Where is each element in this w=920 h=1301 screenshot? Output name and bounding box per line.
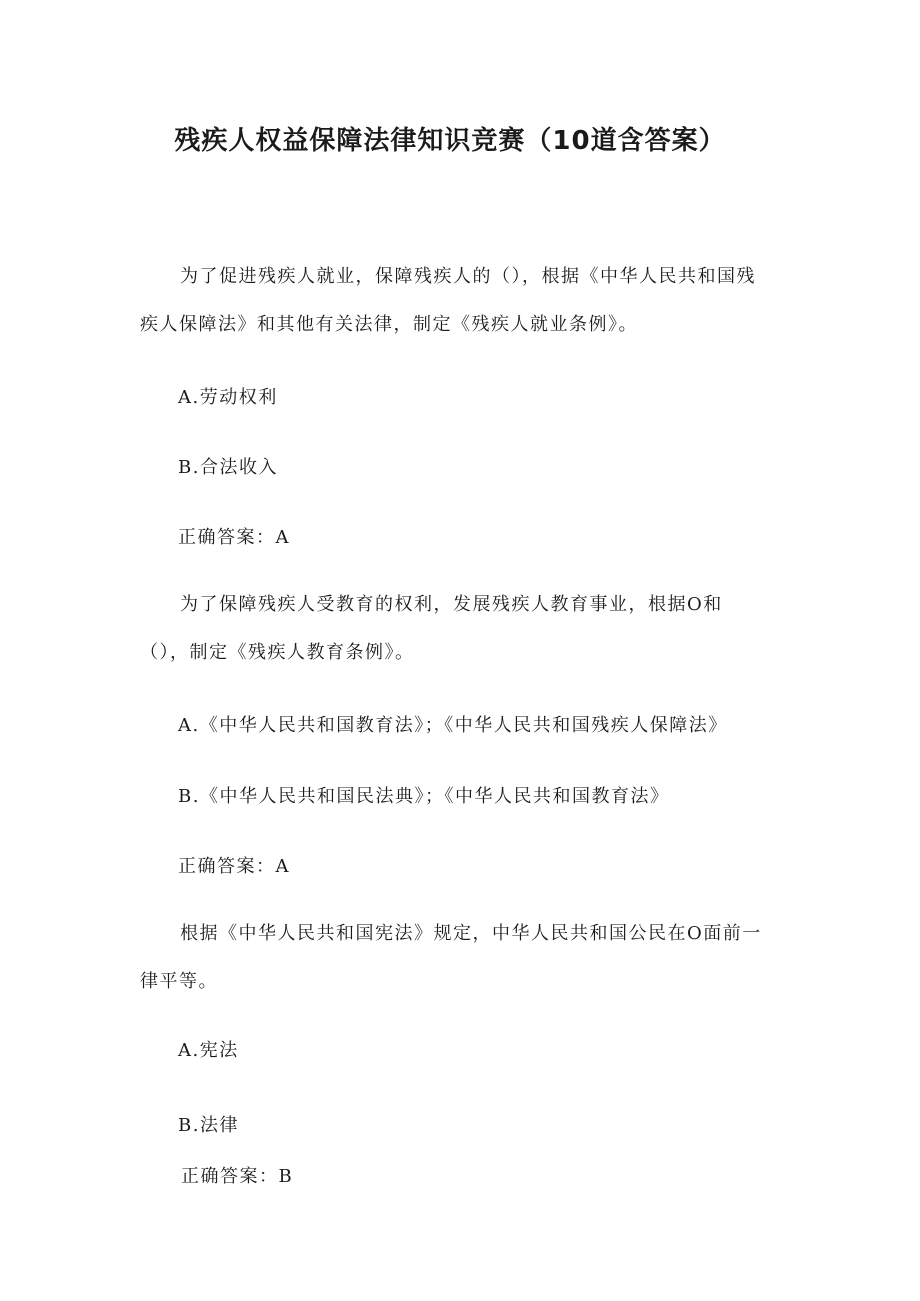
question-3-answer: 正确答案：B [181,1166,294,1187]
question-2-answer: 正确答案：A [178,856,290,877]
question-1-answer: 正确答案：A [178,527,290,548]
question-1-stem: 为了促进残疾人就业，保障残疾人的（），根据《中华人民共和国残疾人保障法》和其他有关法律，制定《残疾人就业条例》。 [140,266,756,335]
question-2-option-a: A.《中华人民共和国教育法》；《中华人民共和国残疾人保障法》 [178,715,728,736]
question-2-stem: 为了保障残疾人受教育的权利，发展残疾人教育事业，根据O和（），制定《残疾人教育条例》。 [140,594,723,663]
question-3-option-a: A.宪法 [178,1040,239,1061]
question-3-stem: 根据《中华人民共和国宪法》规定，中华人民共和国公民在O面前一律平等。 [140,923,762,992]
question-2-option-b: B.《中华人民共和国民法典》；《中华人民共和国教育法》 [178,786,670,807]
question-1-option-a: A.劳动权利 [178,387,278,408]
question-1-option-b: B.合法收入 [178,457,278,478]
document-title: 残疾人权益保障法律知识竞赛（10道含答案） [174,126,726,156]
question-3-option-b: B.法律 [178,1115,239,1136]
